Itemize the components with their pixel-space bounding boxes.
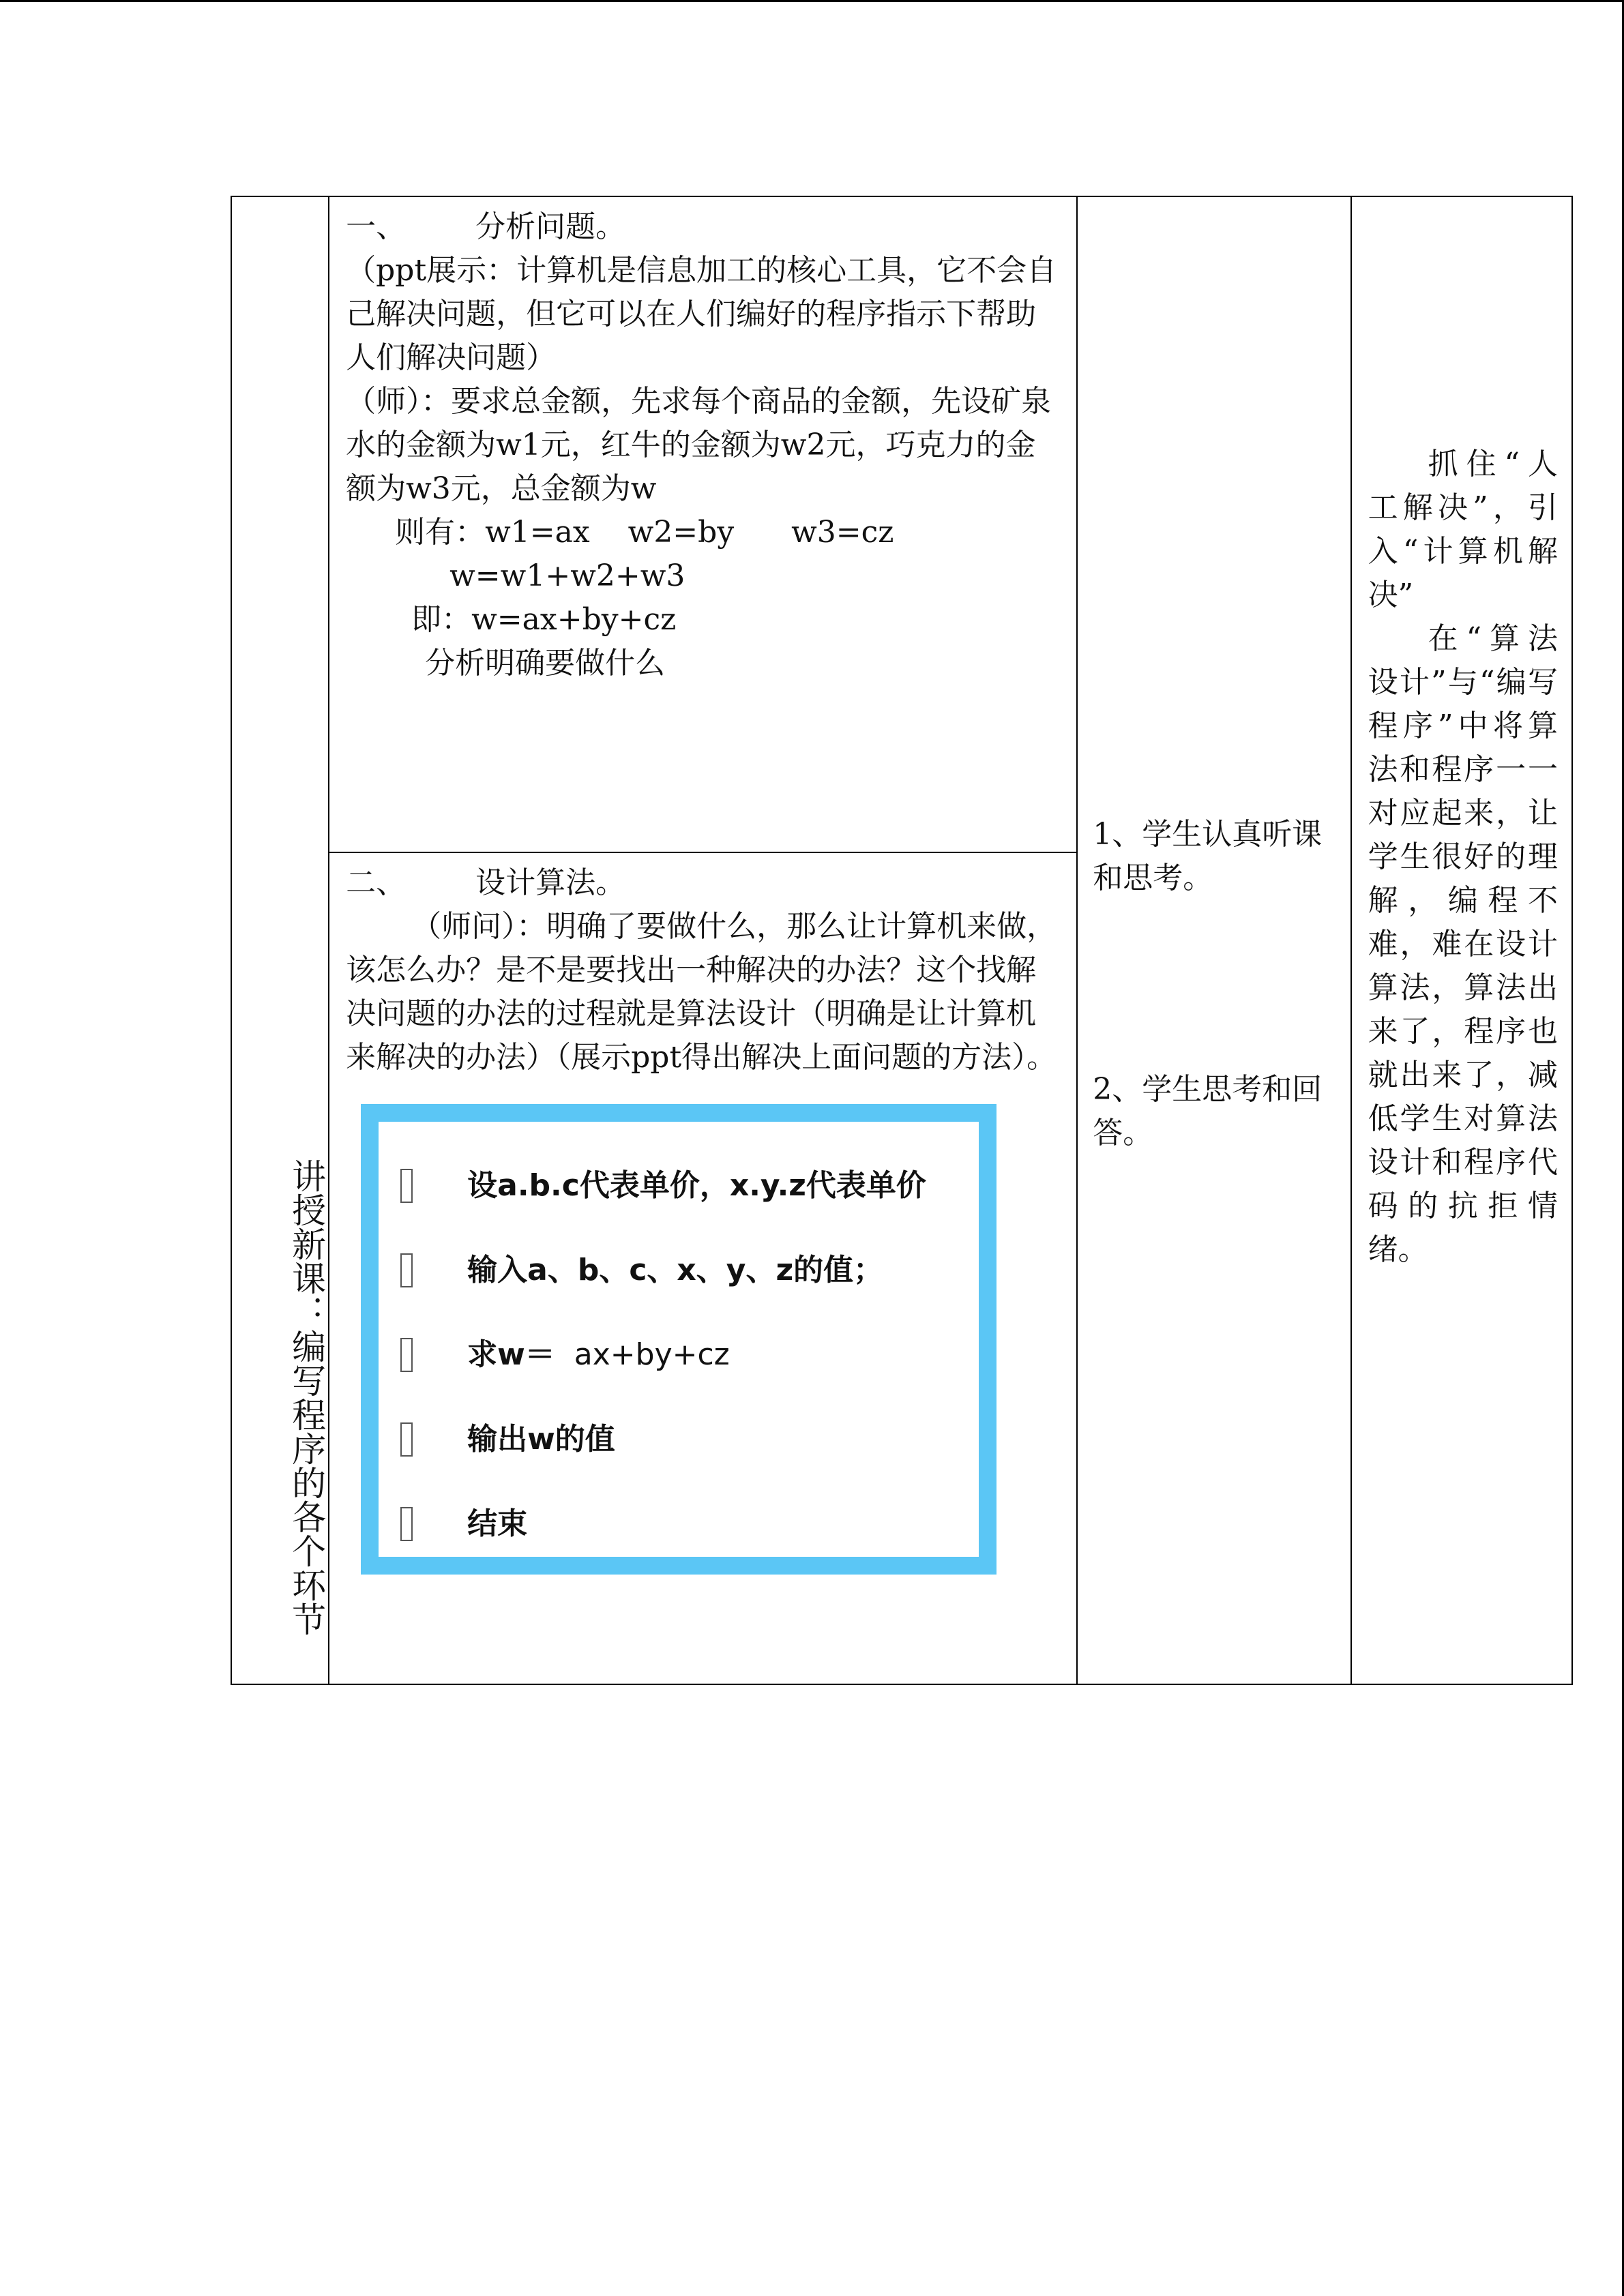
section2-heading [346,861,1060,905]
bullet-icon [400,1422,413,1457]
ppt-algorithm-box [361,1104,996,1575]
section1-formula3: 即：w=ax+by+cz [411,602,677,637]
section1-title: 分析问题。 [475,209,626,244]
page-top-border [0,0,1624,2]
section1-formula2: w=w1+w2+w3 [449,558,685,593]
section1-summary: 分析明确要做什么 [425,646,666,681]
design-intent-text [1368,443,1558,1272]
ppt-step-bold: 结束 [467,1506,528,1541]
ppt-step [400,1144,979,1228]
algorithm-section [329,853,1076,1575]
section1-formula1: 则有：w1=ax w2=by w3=cz [395,515,894,550]
ppt-step-bold: 输入a、b、c、x、y、z的值； [467,1253,884,1287]
bullet-icon [400,1507,413,1541]
ppt-step-bold: 求w＝ [467,1337,555,1372]
ppt-step [400,1313,979,1397]
bullet-icon [400,1253,413,1287]
section1-ppt-note: （ppt展示：计算机是信息加工的核心工具，它不会自己解决问题，但它可以在人们编好的程序指示下帮助人们解决问题） [346,253,1057,375]
stage-label: 讲授新课：编写程序的各个环节 [286,1159,327,1636]
bullet-icon [400,1169,413,1203]
ppt-step [400,1228,979,1313]
intent-para-2: 在“算法设计”与“编写程序”中将算法和程序一一对应起来，让学生很好的理解，编程不难，难在设计算法，算法出来了，程序也就出来了，减低学生对算法设计和程序代码的抗拒情绪。 [1368,621,1558,1267]
student-item-1: 1、学生认真听课和思考。 [1093,817,1323,895]
content-cell-analysis [329,196,1077,852]
section1-heading [346,205,1060,249]
student-item-2: 2、学生思考和回答。 [1093,1072,1323,1150]
ppt-step-bold: 输出w的值 [467,1422,615,1457]
intent-para-1: 抓住“人工解决”，引入“计算机解决” [1368,447,1558,612]
lesson-plan-table [231,196,1573,1685]
section1-teacher: （师）：要求总金额，先求每个商品的金额，先设矿泉水的金额为w1元，红牛的金额为w2元，巧克力的金额为w3元，总金额为w [346,384,1052,506]
table-row [231,196,1572,852]
design-intent-cell [1351,196,1572,1684]
content-cell-algorithm [329,852,1077,1684]
section1-number: 一、 [346,209,407,244]
bullet-icon [400,1338,413,1372]
analysis-section [329,197,1076,685]
section2-number: 二、 [346,865,407,900]
ppt-step-rest: ax+by+cz [555,1337,730,1372]
section2-teacher-question: （师问）：明确了要做什么，那么让计算机来做，该怎么办？是不是要找出一种解决的办法？这个找解决问题的办法的过程就是算法设计（明确是让计算机来解决的办法）（展示ppt得出解决上面问题的方法）。 [346,909,1057,1075]
ppt-step [400,1397,979,1482]
ppt-step [400,1482,979,1566]
student-activity-cell [1077,196,1350,1684]
section2-title: 设计算法。 [475,865,626,900]
stage-cell [231,196,329,1684]
student-activity-text [1093,813,1340,1155]
ppt-step-bold: 设a.b.c代表单价，x.y.z代表单价 [467,1168,926,1203]
